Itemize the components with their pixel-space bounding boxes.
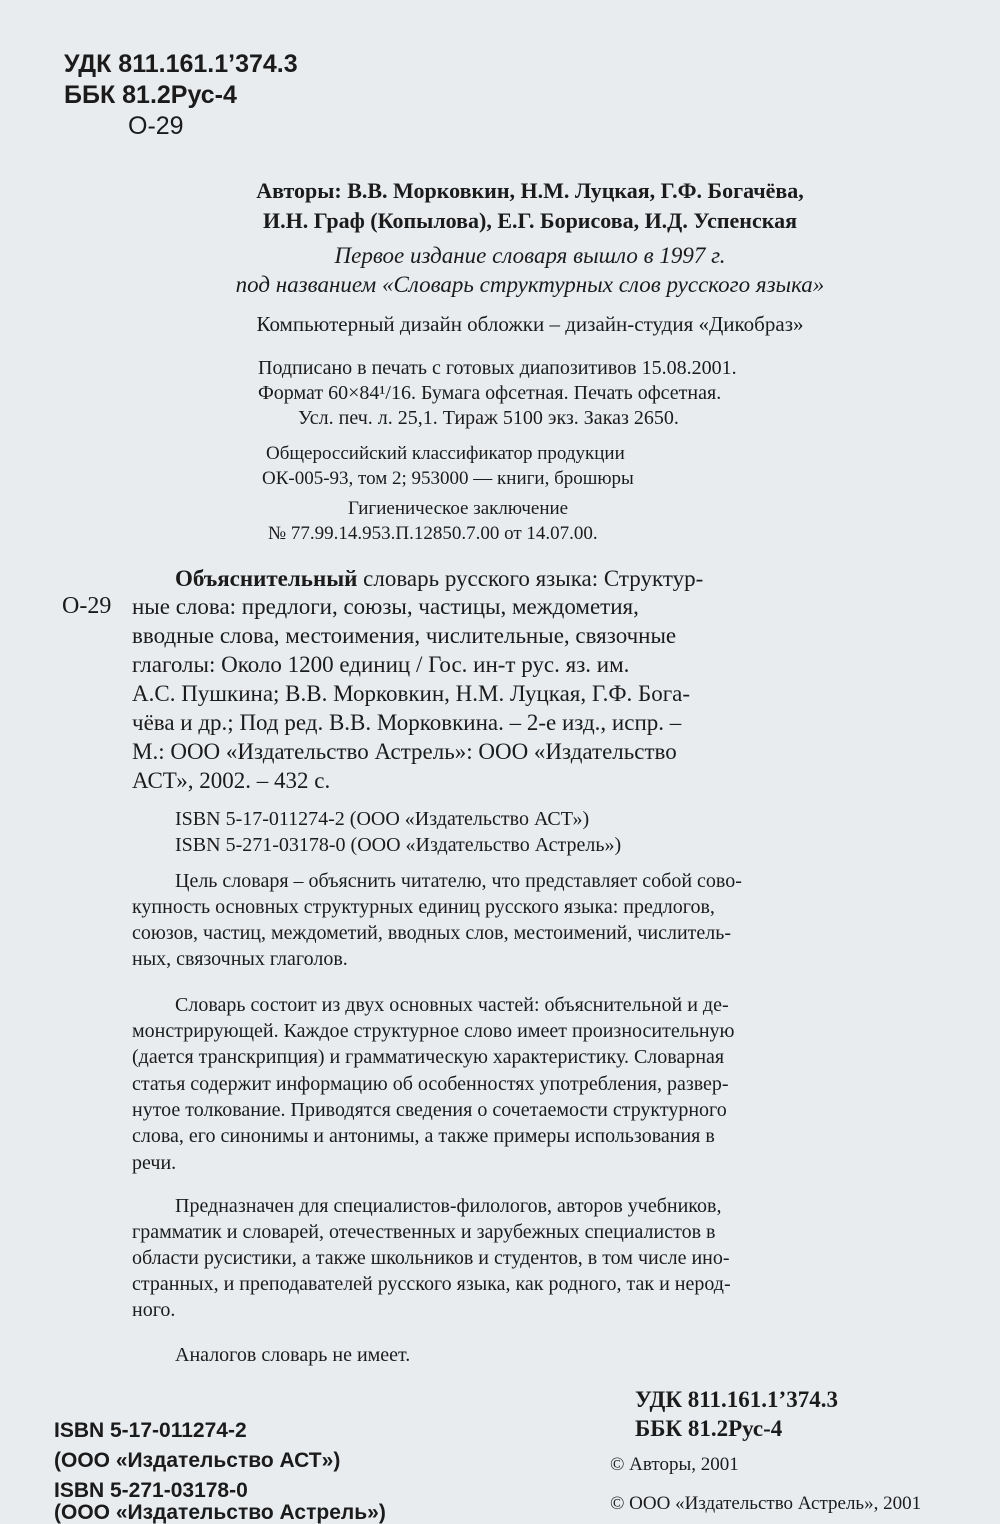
desc-p2-line-6: слова, его синонимы и антонимы, а также примеры использования в bbox=[132, 1125, 715, 1147]
desc-p3-line-1: Предназначен для специалистов-филологов, авторов учебников, bbox=[175, 1195, 722, 1217]
print-info-line-3: Усл. печ. л. 25,1. Тираж 5100 экз. Заказ 2650. bbox=[298, 407, 679, 429]
desc-p2-line-3: (дается транскрипция) и грамматическую характеристику. Словарная bbox=[132, 1046, 725, 1068]
author-mark: О-29 bbox=[128, 112, 184, 140]
desc-p1-line-1: Цель словаря – объяснить читателю, что представляет собой сово- bbox=[175, 870, 742, 892]
desc-p2-line-4: статья содержит информацию об особенностях употребления, развер- bbox=[132, 1073, 729, 1095]
desc-p2-line-2: монстрирующей. Каждое структурное слово имеет произносительную bbox=[132, 1020, 735, 1042]
hygiene-line-2: № 77.99.14.953.П.12850.7.00 от 14.07.00. bbox=[268, 523, 598, 544]
desc-p4: Аналогов словарь не имеет. bbox=[175, 1344, 411, 1366]
desc-p2-line-1: Словарь состоит из двух основных частей: объяснительной и де- bbox=[175, 994, 729, 1016]
biblio-title-rest: словарь русского языка: Структур- bbox=[357, 566, 704, 591]
classifier-line-2: ОК-005-93, том 2; 953000 — книги, брошюры bbox=[262, 468, 634, 489]
isbn-line-1: ISBN 5-17-011274-2 (ООО «Издательство АСТ») bbox=[175, 808, 590, 830]
biblio-line-5: А.С. Пушкина; В.В. Морковкин, Н.М. Луцкая, Г.Ф. Бога- bbox=[132, 681, 691, 706]
footer-udk: УДК 811.161.1’374.3 bbox=[635, 1387, 838, 1412]
cover-design-credit: Компьютерный дизайн обложки – дизайн-студия «Дикобраз» bbox=[256, 312, 804, 336]
biblio-line-6: чёва и др.; Под ред. В.В. Морковкина. – 2-е изд., испр. – bbox=[132, 710, 682, 735]
authors-line-1: Авторы: В.В. Морковкин, Н.М. Луцкая, Г.Ф. Богачёва, bbox=[256, 178, 804, 203]
desc-p3-line-5: ного. bbox=[132, 1299, 176, 1321]
desc-p3-line-3: области русистики, а также школьников и студентов, в том числе ино- bbox=[132, 1247, 730, 1269]
biblio-title-bold: Объяснительный bbox=[175, 566, 358, 591]
desc-p3-line-2: грамматик и словарей, отечественных и зарубежных специалистов в bbox=[132, 1221, 716, 1243]
footer-isbn-2: ISBN 5-271-03178-0 bbox=[54, 1479, 248, 1502]
print-info-line-1: Подписано в печать с готовых диапозитивов 15.08.2001. bbox=[258, 357, 737, 379]
isbn-line-2: ISBN 5-271-03178-0 (ООО «Издательство Астрель») bbox=[175, 834, 622, 856]
footer-isbn-1: ISBN 5-17-011274-2 bbox=[54, 1419, 247, 1442]
footer-publisher-1: (ООО «Издательство АСТ») bbox=[54, 1449, 341, 1472]
print-info-line-2: Формат 60×84¹/16. Бумага офсетная. Печать офсетная. bbox=[258, 382, 722, 404]
biblio-line-2: ные слова: предлоги, союзы, частицы, междометия, bbox=[132, 594, 639, 619]
desc-p2-line-5: нутое толкование. Приводятся сведения о сочетаемости структурного bbox=[132, 1099, 727, 1121]
biblio-line-4: глаголы: Около 1200 единиц / Гос. ин-т рус. яз. им. bbox=[132, 652, 630, 677]
desc-p1-line-2: купность основных структурных единиц русского языка: предлогов, bbox=[132, 896, 715, 918]
copyright-authors: © Авторы, 2001 bbox=[610, 1454, 739, 1475]
copyright-publisher: © ООО «Издательство Астрель», 2001 bbox=[610, 1493, 922, 1514]
udk-code: УДК 811.161.1’374.3 bbox=[64, 50, 298, 78]
authors-line-2: И.Н. Граф (Копылова), Е.Г. Борисова, И.Д. Успенская bbox=[263, 208, 797, 233]
bbk-code: ББК 81.2Рус-4 bbox=[64, 81, 237, 109]
desc-p1-line-3: союзов, частиц, междометий, вводных слов, местоимений, числитель- bbox=[132, 922, 732, 944]
desc-p1-line-4: ных, связочных глаголов. bbox=[132, 948, 348, 970]
biblio-marker: О-29 bbox=[62, 593, 112, 619]
biblio-line-3: вводные слова, местоимения, числительные, связочные bbox=[132, 623, 677, 648]
footer-bbk: ББК 81.2Рус-4 bbox=[635, 1416, 783, 1441]
footer-publisher-2: (ООО «Издательство Астрель») bbox=[54, 1501, 386, 1524]
desc-p3-line-4: странных, и преподавателей русского языка, как родного, так и нерод- bbox=[132, 1273, 731, 1295]
biblio-line-7: М.: ООО «Издательство Астрель»: ООО «Издательство bbox=[132, 739, 677, 764]
biblio-line-8: АСТ», 2002. – 432 с. bbox=[132, 768, 331, 793]
hygiene-line-1: Гигиеническое заключение bbox=[348, 498, 569, 519]
first-edition-line-2: под названием «Словарь структурных слов русского языка» bbox=[235, 272, 825, 297]
first-edition-line-1: Первое издание словаря вышло в 1997 г. bbox=[334, 243, 726, 268]
desc-p2-line-7: речи. bbox=[132, 1152, 177, 1174]
classifier-line-1: Общероссийский классификатор продукции bbox=[266, 443, 625, 464]
biblio-line-1 bbox=[175, 565, 703, 593]
